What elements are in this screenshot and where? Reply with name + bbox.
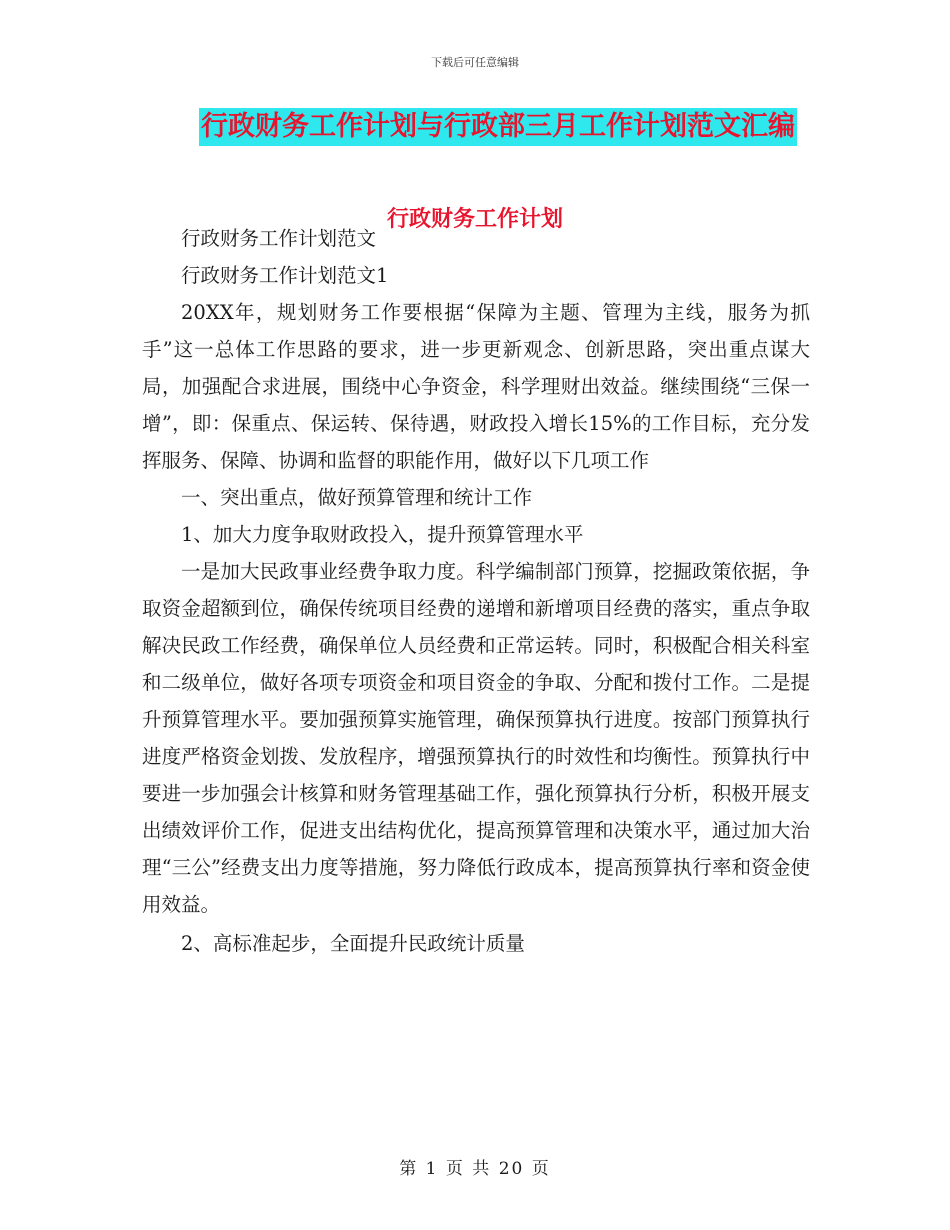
main-title: 行政财务工作计划与行政部三月工作计划范文汇编 bbox=[199, 108, 797, 146]
paragraph: 20XX年，规划财务工作要根据“保障为主题、管理为主线，服务为抓手”这一总体工作思路的要求，进一步更新观念、创新思路，突出重点谋大局，加强配合求进展，围绕中心争资金，科学理财出效益。继续围绕“三保一增”，即：保重点、保运转、保待遇，财政投入增长15%的工作目标，充分发挥服务、保障、协调和监督的职能作用，做好以下几项工作 bbox=[142, 301, 810, 472]
document-body bbox=[142, 220, 810, 962]
section-title: 行政财务工作计划 bbox=[386, 207, 563, 232]
page-number: 第 1 页 共 20 页 bbox=[399, 1159, 551, 1179]
paragraph: 一是加大民政事业经费争取力度。科学编制部门预算，挖掘政策依据，争取资金超额到位，确保传统项目经费的递增和新增项目经费的落实，重点争取解决民政工作经费，确保单位人员经费和正常运转。同时，积极配合相关科室和二级单位，做好各项专项资金和项目资金的争取、分配和拨付工作。二是提升预算管理水平。要加强预算实施管理，确保预算执行进度。按部门预算执行进度严格资金划拨、发放程序，增强预算执行的时效性和均衡性。预算执行中要进一步加强会计核算和财务管理基础工作，强化预算执行分析，积极开展支出绩效评价工作，促进支出结构优化，提高预算管理和决策水平，通过加大治理“三公”经费支出力度等措施，努力降低行政成本，提高预算执行率和资金使用效益。 bbox=[142, 560, 810, 916]
paragraph: 1、加大力度争取财政投入，提升预算管理水平 bbox=[181, 523, 584, 546]
main-title-container bbox=[0, 108, 950, 146]
header-note: 下载后可任意编辑 bbox=[431, 56, 519, 69]
paragraph: 行政财务工作计划范文1 bbox=[181, 264, 389, 287]
paragraph: 行政财务工作计划范文 bbox=[181, 227, 377, 250]
paragraph: 一、突出重点，做好预算管理和统计工作 bbox=[181, 486, 533, 509]
paragraph: 2、高标准起步，全面提升民政统计质量 bbox=[181, 932, 525, 955]
